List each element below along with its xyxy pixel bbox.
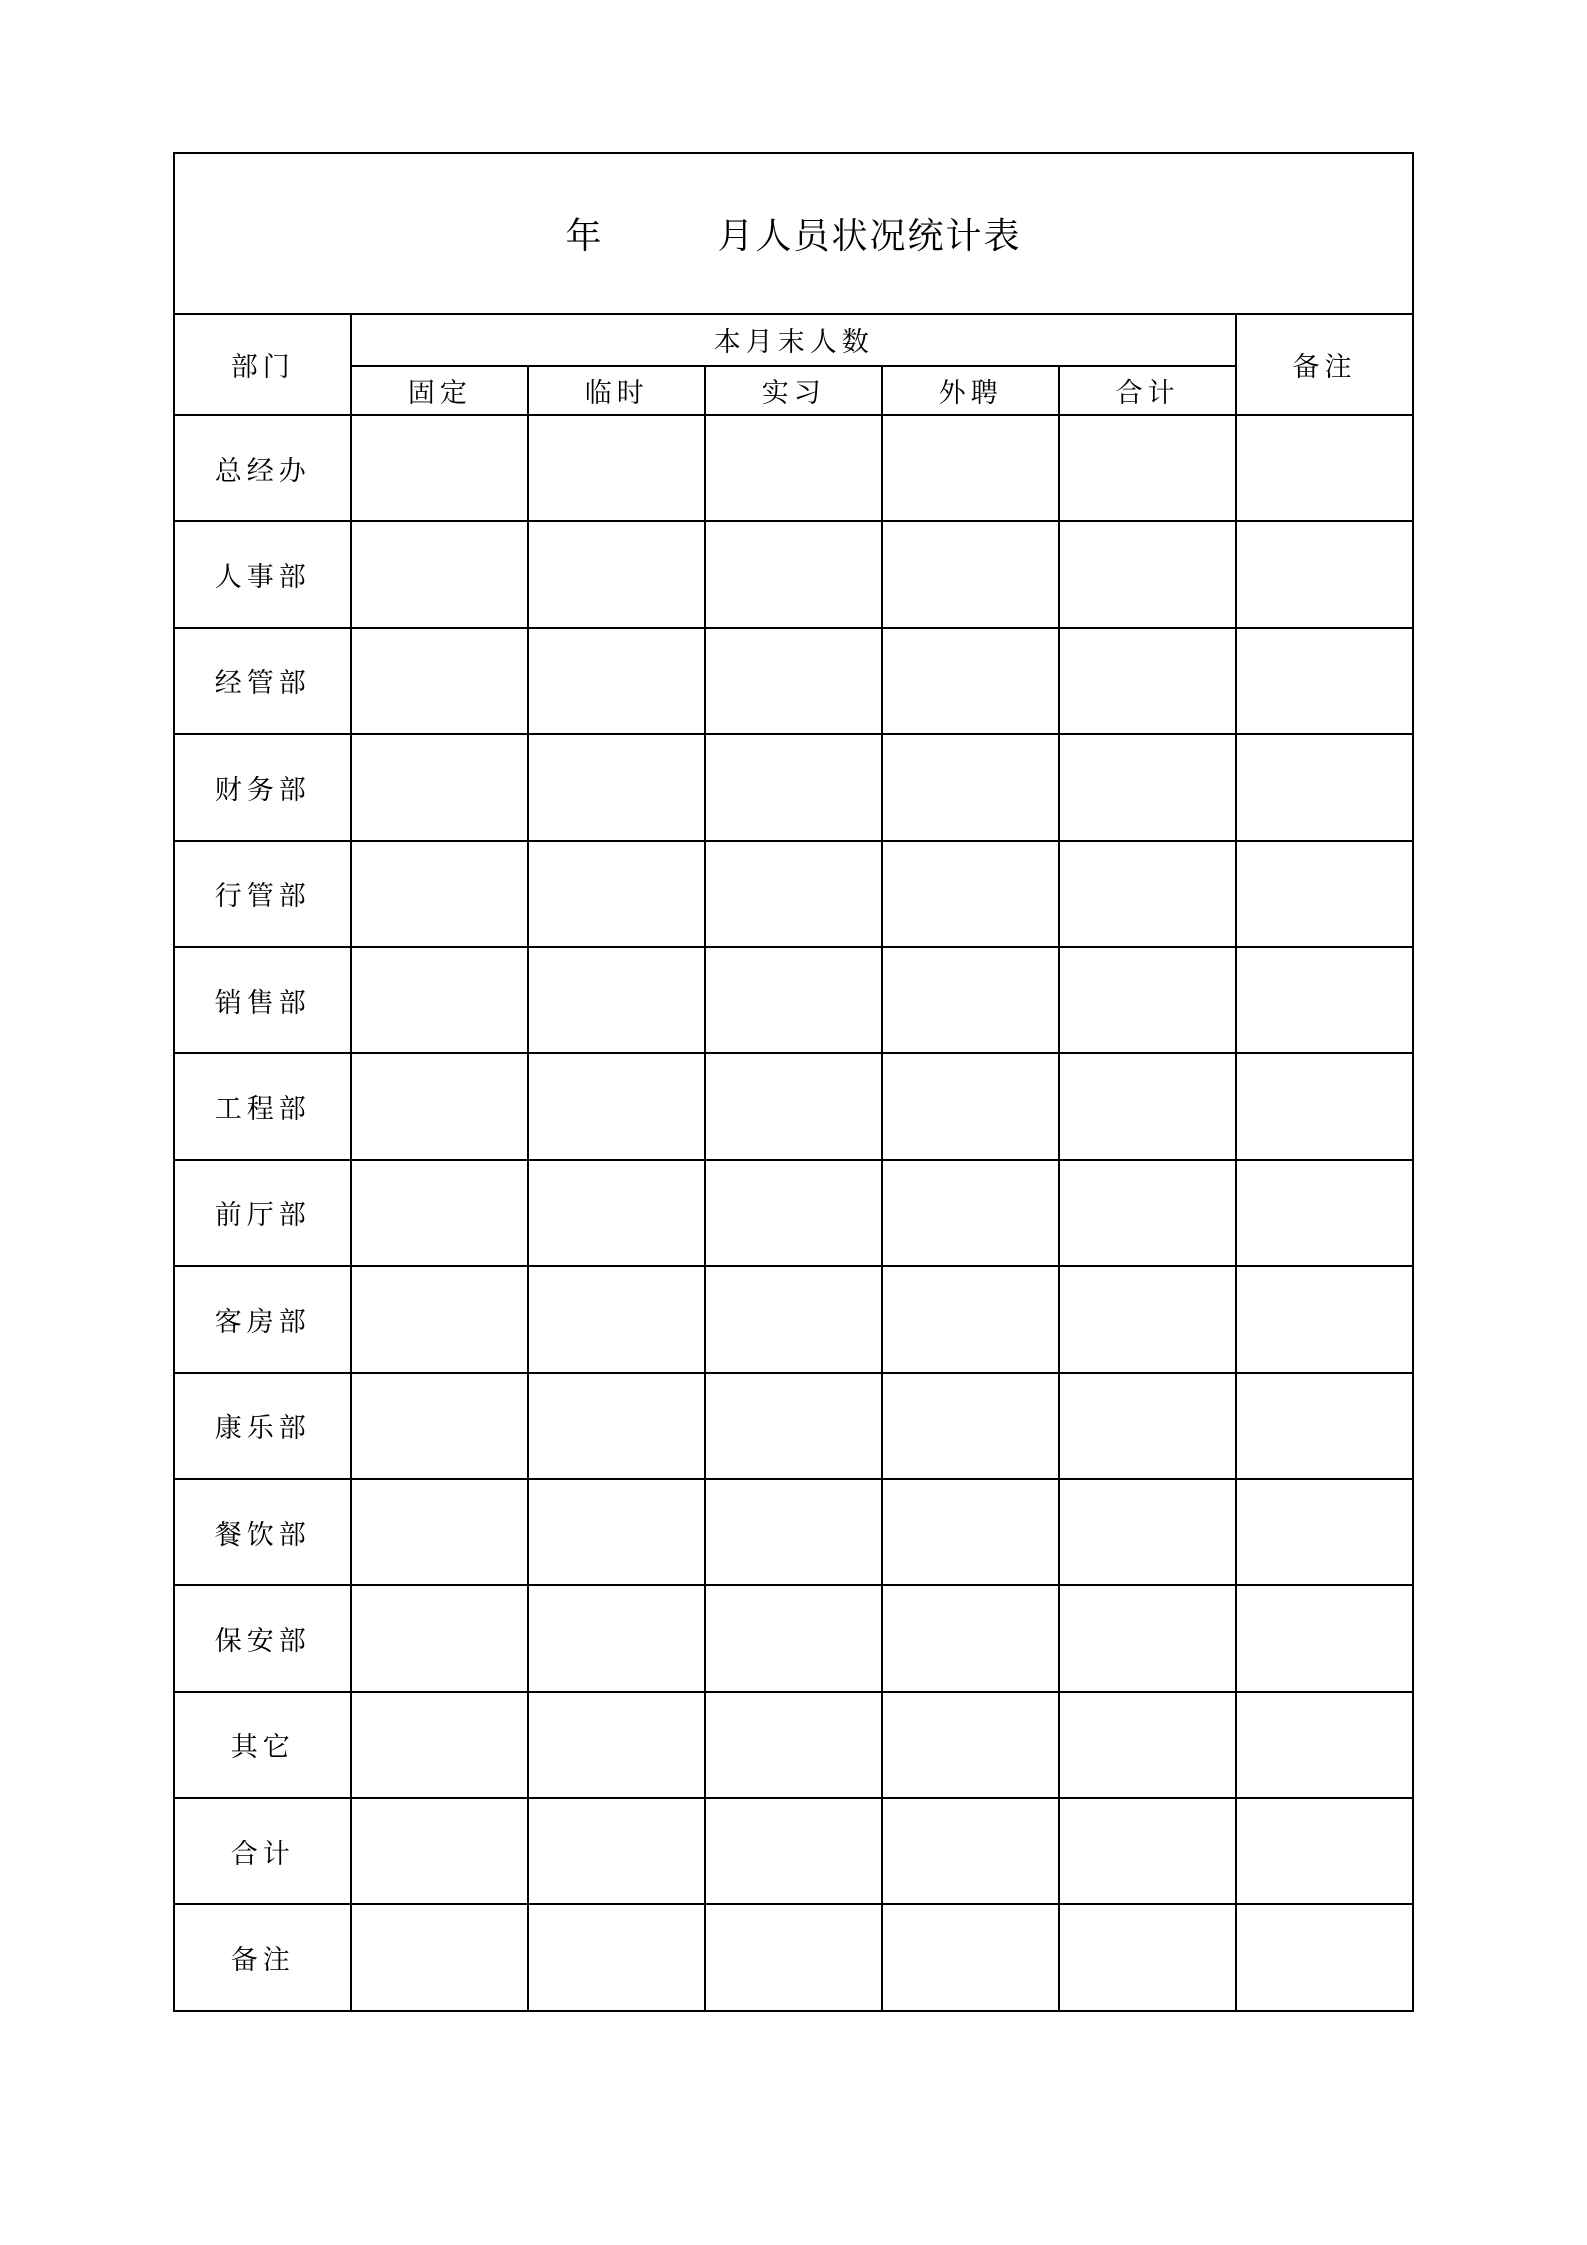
data-cell (882, 415, 1059, 521)
data-cell (528, 947, 705, 1053)
row-label: 行管部 (174, 841, 351, 947)
header-row-sub (174, 366, 1413, 415)
table-row (174, 1160, 1413, 1266)
remarks-cell (1236, 947, 1413, 1053)
row-label: 合计 (174, 1798, 351, 1904)
data-cell (351, 734, 528, 840)
table-row (174, 1479, 1413, 1585)
data-cell (705, 947, 882, 1053)
form-title: 年 月人员状况统计表 (174, 153, 1413, 314)
data-cell (1059, 1266, 1236, 1372)
data-cell (882, 734, 1059, 840)
data-cell (705, 521, 882, 627)
data-cell (351, 841, 528, 947)
row-label: 康乐部 (174, 1373, 351, 1479)
personnel-stats-table (173, 152, 1414, 2012)
row-label: 备注 (174, 1904, 351, 2011)
table-row (174, 734, 1413, 840)
data-cell (1059, 1692, 1236, 1798)
table-row (174, 1692, 1413, 1798)
data-cell (351, 1692, 528, 1798)
remarks-cell (1236, 1904, 1413, 2011)
remarks-cell (1236, 1160, 1413, 1266)
data-cell (351, 1266, 528, 1372)
data-cell (1059, 628, 1236, 734)
data-cell (528, 734, 705, 840)
header-row-top (174, 314, 1413, 366)
data-cell (705, 628, 882, 734)
data-cell (528, 1479, 705, 1585)
data-cell (351, 1373, 528, 1479)
data-cell (705, 841, 882, 947)
col-header-intern: 实习 (705, 366, 882, 415)
data-cell (882, 521, 1059, 627)
data-cell (351, 521, 528, 627)
data-cell (1059, 1585, 1236, 1691)
row-label: 销售部 (174, 947, 351, 1053)
data-cell (528, 1053, 705, 1159)
data-cell (1059, 947, 1236, 1053)
data-cell (528, 521, 705, 627)
title-row (174, 153, 1413, 314)
remarks-cell (1236, 1053, 1413, 1159)
data-cell (882, 1904, 1059, 2011)
remarks-cell (1236, 734, 1413, 840)
col-header-fixed: 固定 (351, 366, 528, 415)
data-cell (351, 1479, 528, 1585)
col-header-total: 合计 (1059, 366, 1236, 415)
data-cell (1059, 1160, 1236, 1266)
data-cell (882, 947, 1059, 1053)
data-cell (1059, 841, 1236, 947)
data-cell (882, 841, 1059, 947)
data-cell (882, 1373, 1059, 1479)
table-row (174, 1373, 1413, 1479)
data-cell (528, 1160, 705, 1266)
row-label: 财务部 (174, 734, 351, 840)
data-cell (882, 1798, 1059, 1904)
data-cell (1059, 1904, 1236, 2011)
data-cell (528, 1373, 705, 1479)
data-cell (705, 1053, 882, 1159)
data-cell (528, 841, 705, 947)
row-label: 经管部 (174, 628, 351, 734)
data-cell (705, 734, 882, 840)
data-cell (882, 1692, 1059, 1798)
remarks-cell (1236, 1373, 1413, 1479)
table-row (174, 947, 1413, 1053)
col-header-department: 部门 (174, 314, 351, 415)
table-row (174, 1053, 1413, 1159)
data-cell (705, 1798, 882, 1904)
remarks-cell (1236, 1479, 1413, 1585)
row-label: 保安部 (174, 1585, 351, 1691)
data-cell (528, 1266, 705, 1372)
data-cell (351, 1053, 528, 1159)
data-cell (882, 1585, 1059, 1691)
data-cell (705, 1373, 882, 1479)
row-label: 总经办 (174, 415, 351, 521)
data-cell (528, 628, 705, 734)
remarks-cell (1236, 1692, 1413, 1798)
data-cell (705, 415, 882, 521)
col-header-remarks: 备注 (1236, 314, 1413, 415)
data-cell (705, 1266, 882, 1372)
data-cell (882, 1479, 1059, 1585)
data-cell (882, 628, 1059, 734)
table-body (174, 415, 1413, 2011)
data-cell (351, 1585, 528, 1691)
data-cell (882, 1160, 1059, 1266)
remarks-cell (1236, 841, 1413, 947)
col-header-external: 外聘 (882, 366, 1059, 415)
table-row (174, 1266, 1413, 1372)
data-cell (1059, 1479, 1236, 1585)
data-cell (351, 628, 528, 734)
table-row (174, 521, 1413, 627)
data-cell (1059, 415, 1236, 521)
data-cell (1059, 1798, 1236, 1904)
col-header-temporary: 临时 (528, 366, 705, 415)
table-row (174, 1585, 1413, 1691)
data-cell (528, 1904, 705, 2011)
data-cell (705, 1160, 882, 1266)
data-cell (705, 1692, 882, 1798)
row-label: 工程部 (174, 1053, 351, 1159)
table-row (174, 1798, 1413, 1904)
data-cell (528, 1585, 705, 1691)
table-row (174, 415, 1413, 521)
row-label: 客房部 (174, 1266, 351, 1372)
table-row (174, 628, 1413, 734)
remarks-cell (1236, 521, 1413, 627)
data-cell (1059, 1373, 1236, 1479)
table-row (174, 1904, 1413, 2011)
col-header-headcount-group: 本月末人数 (351, 314, 1236, 366)
data-cell (1059, 521, 1236, 627)
data-cell (351, 947, 528, 1053)
data-cell (528, 415, 705, 521)
data-cell (528, 1692, 705, 1798)
data-cell (705, 1479, 882, 1585)
row-label: 前厅部 (174, 1160, 351, 1266)
remarks-cell (1236, 1585, 1413, 1691)
data-cell (351, 415, 528, 521)
data-cell (351, 1160, 528, 1266)
data-cell (882, 1266, 1059, 1372)
row-label: 其它 (174, 1692, 351, 1798)
row-label: 餐饮部 (174, 1479, 351, 1585)
data-cell (1059, 1053, 1236, 1159)
data-cell (351, 1904, 528, 2011)
remarks-cell (1236, 1798, 1413, 1904)
remarks-cell (1236, 1266, 1413, 1372)
remarks-cell (1236, 628, 1413, 734)
table-row (174, 841, 1413, 947)
data-cell (882, 1053, 1059, 1159)
data-cell (351, 1798, 528, 1904)
data-cell (705, 1904, 882, 2011)
data-cell (705, 1585, 882, 1691)
row-label: 人事部 (174, 521, 351, 627)
remarks-cell (1236, 415, 1413, 521)
data-cell (1059, 734, 1236, 840)
data-cell (528, 1798, 705, 1904)
